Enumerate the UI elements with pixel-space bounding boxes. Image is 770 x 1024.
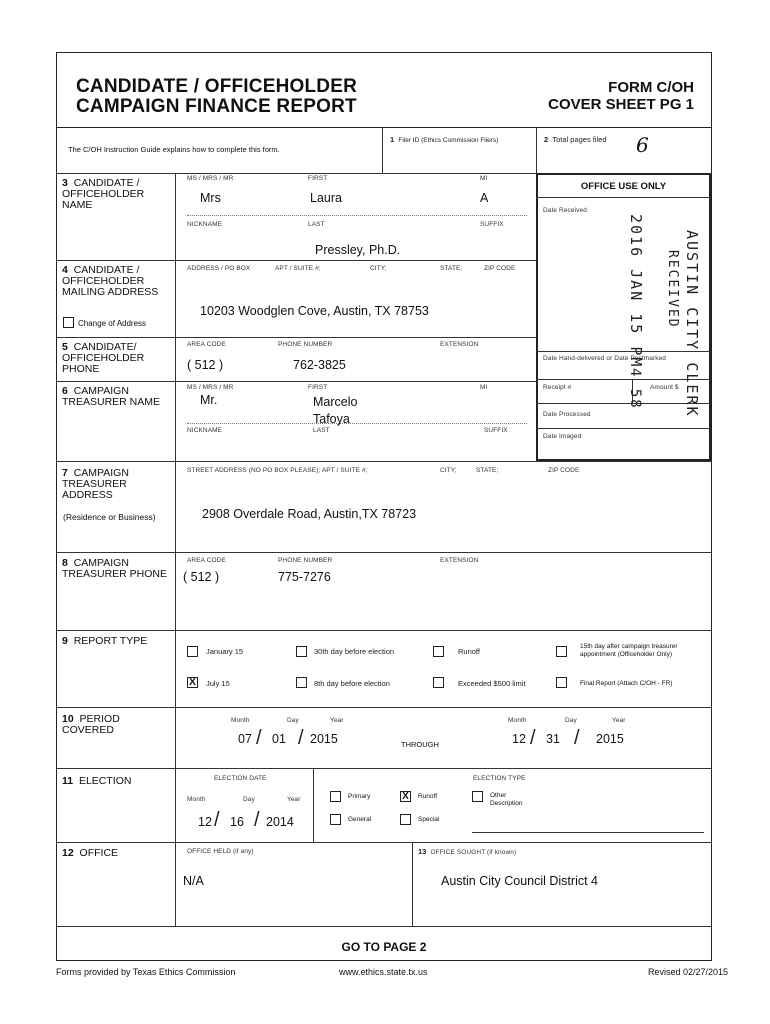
candidate-last-name-field[interactable]: Pressley, Ph.D. [315,243,401,257]
stamp-office: AUSTIN CITY CLERK [683,230,701,418]
other-description-label: Other Description [490,792,523,807]
treasurer-prefix-field[interactable]: Mr. [200,393,218,407]
form-number: FORM C/OH [608,79,694,96]
row-divider [56,707,712,708]
office-held-label: OFFICE HELD (if any) [187,848,254,855]
office-use-title: OFFICE USE ONLY [580,181,667,192]
label-column-divider [175,173,176,926]
footer-provider: Forms provided by Texas Ethics Commission [56,967,236,977]
candidate-area-code-field[interactable]: ( 512 ) [187,358,224,372]
section-7-sublabel: (Residence or Business) [63,512,156,522]
january-15-label: January 15 [206,647,244,656]
field-line [187,215,527,216]
15th-day-label: 15th day after campaign treasurer appointment (Officeholder Only) [580,643,678,658]
section-7-number: 7 [62,467,68,479]
period-to-month[interactable]: 12 [512,732,526,746]
section-7-label: CAMPAIGN TREASURER ADDRESS [62,467,129,501]
through-label: THROUGH [401,740,439,749]
zip-label: ZIP CODE [484,265,516,272]
month-label: Month [231,717,250,724]
final-report-checkbox[interactable] [556,677,567,688]
treasurer-phone-field[interactable]: 775-7276 [278,570,331,584]
city-label: CITY; [370,265,387,272]
area-code-label: AREA CODE [187,557,226,564]
row-divider [56,461,712,462]
candidate-mi-field[interactable]: A [480,191,489,205]
july-15-checkbox[interactable]: X [187,677,198,688]
8th-day-label: 8th day before election [314,679,390,688]
city-label: CITY; [440,467,457,474]
office-use-divider [536,197,711,198]
row-divider [56,842,712,843]
other-description-line [472,832,704,833]
other-checkbox[interactable] [472,791,483,802]
total-pages-label: Total pages filed [552,135,607,144]
office-held-field[interactable]: N/A [183,874,204,888]
filer-id-label: Filer ID (Ethics Commission Filers) [398,137,499,144]
candidate-address-field[interactable]: 10203 Woodglen Cove, Austin, TX 78753 [200,304,429,318]
date-imaged-label: Date Imaged [543,433,582,440]
first-label: FIRST [308,384,328,391]
primary-checkbox[interactable] [330,791,341,802]
prefix-label: MS / MRS / MR [187,384,234,391]
period-from-year[interactable]: 2015 [310,732,338,746]
july-15-label: July 15 [206,679,230,688]
total-pages-value[interactable]: 6 [636,133,649,157]
zip-label: ZIP CODE [548,467,580,474]
nickname-label: NICKNAME [187,427,223,434]
section-3-label: CANDIDATE / OFFICEHOLDER NAME [62,177,145,211]
section-10-number: 10 [62,713,74,725]
candidate-phone-field[interactable]: 762-3825 [293,358,346,372]
election-date-label: ELECTION DATE [214,775,267,782]
go-to-page-2: GO TO PAGE 2 [341,940,427,954]
extension-label: EXTENSION [440,341,479,348]
col-divider [313,768,314,842]
suffix-label: SUFFIX [484,427,508,434]
section-11-label: ELECTION [78,775,132,787]
section-10-label: PERIOD COVERED [62,713,120,736]
amount-label: Amount $ [650,384,679,391]
period-to-year[interactable]: 2015 [596,732,624,746]
footer-website: www.ethics.state.tx.us [339,967,428,977]
mi-label: MI [480,175,488,182]
runoff-election-label: Runoff [418,793,438,800]
primary-label: Primary [348,793,371,800]
stamp-date: 2016 JAN 15 PM [627,214,645,369]
field-line [187,423,527,424]
first-label: FIRST [308,175,328,182]
street-label: STREET ADDRESS (NO PO BOX PLEASE); APT / SUITE #; [187,467,368,474]
section-13-number: 13 [418,847,427,856]
header-divider [56,127,712,128]
row-divider [56,630,712,631]
section-6-number: 6 [62,385,68,397]
section-5-number: 5 [62,341,68,353]
section-11-number: 11 [62,775,74,787]
row-divider [56,337,536,338]
treasurer-first-name-field[interactable]: Marcelo [313,395,358,409]
filer-id-number: 1 [390,135,395,144]
month-label: Month [187,796,206,803]
section-12-label: OFFICE [79,847,119,859]
election-year-field[interactable]: 2014 [266,815,294,829]
january-15-checkbox[interactable] [187,646,198,657]
total-pages-number: 2 [544,135,549,144]
last-label: LAST [313,427,330,434]
footer-revised: Revised 02/27/2015 [647,967,728,977]
nickname-label: NICKNAME [187,221,223,228]
election-month-field[interactable]: 12 [198,815,212,829]
30th-day-checkbox[interactable] [296,646,307,657]
row-divider [56,260,536,261]
row-divider [56,768,712,769]
period-from-month[interactable]: 07 [238,732,252,746]
general-checkbox[interactable] [330,814,341,825]
prefix-label: MS / MRS / MR [187,175,234,182]
extension-label: EXTENSION [440,557,479,564]
row-divider [56,552,712,553]
hand-delivered-label: Date Hand-delivered or Date Postmarked [543,355,667,362]
office-use-divider [536,428,711,429]
exceeded-limit-label: Exceeded $500 limit [458,679,526,688]
receipt-label: Receipt # [543,384,572,391]
treasurer-address-field[interactable]: 2908 Overdale Road, Austin,TX 78723 [202,507,417,521]
apt-label: APT / SUITE #; [275,265,321,272]
address-label: ADDRESS / PO BOX [187,265,251,272]
area-code-label: AREA CODE [187,341,226,348]
section-5-label: CANDIDATE/ OFFICEHOLDER PHONE [62,341,145,375]
change-of-address-checkbox[interactable] [63,317,74,328]
election-day-field[interactable]: 16 [230,815,244,829]
year-label: Year [330,717,344,724]
row-divider [56,381,536,382]
final-report-label: Final Report (Attach C/OH - FR) [580,680,673,687]
15th-day-checkbox[interactable] [556,646,567,657]
date-processed-label: Date Processed [543,411,591,418]
day-label: Day [287,717,299,724]
last-label: LAST [308,221,325,228]
form-title-line2: CAMPAIGN FINANCE REPORT [76,96,357,117]
candidate-first-name-field[interactable]: Laura [310,191,342,205]
office-sought-label: OFFICE SOUGHT (if known) [430,849,517,856]
section-8-label: CAMPAIGN TREASURER PHONE [62,557,168,580]
state-label: STATE; [440,265,463,272]
section-12-number: 12 [62,847,74,859]
section-9-number: 9 [62,635,68,647]
day-label: Day [565,717,577,724]
special-label: Special [418,816,440,823]
row-divider [56,926,712,927]
phone-number-label: PHONE NUMBER [278,557,333,564]
form-title-line1: CANDIDATE / OFFICEHOLDER [76,76,357,97]
col-divider [412,842,413,926]
treasurer-area-code-field[interactable]: ( 512 ) [183,570,220,584]
period-from-day[interactable]: 01 [272,732,286,746]
exceeded-limit-checkbox[interactable] [433,677,444,688]
stamp-received: RECEIVED [665,250,680,329]
30th-day-label: 30th day before election [314,647,395,656]
year-label: Year [612,717,626,724]
general-label: General [348,816,372,823]
section-6-label: CAMPAIGN TREASURER NAME [62,385,161,408]
special-checkbox[interactable] [400,814,411,825]
section-4-number: 4 [62,264,68,276]
stamp-time: 4 58 [627,368,643,410]
election-type-label: ELECTION TYPE [473,775,526,782]
date-received-label: Date Received [543,207,587,214]
month-label: Month [508,717,527,724]
state-label: STATE; [476,467,499,474]
suffix-label: SUFFIX [480,221,504,228]
col-divider [536,127,537,173]
treasurer-last-name-field[interactable]: Tafoya [313,412,350,426]
section-3-number: 3 [62,177,68,189]
instructions-text: The C/OH Instruction Guide explains how to complete this form. [68,145,280,154]
col-divider [382,127,383,173]
phone-number-label: PHONE NUMBER [278,341,333,348]
runoff-election-checkbox[interactable]: X [400,791,411,802]
period-to-day[interactable]: 31 [546,732,560,746]
runoff-checkbox[interactable] [433,646,444,657]
candidate-prefix-field[interactable]: Mrs [200,191,221,205]
section-8-number: 8 [62,557,68,569]
day-label: Day [243,796,255,803]
8th-day-checkbox[interactable] [296,677,307,688]
section-9-label: REPORT TYPE [73,635,148,647]
office-sought-field[interactable]: Austin City Council District 4 [441,874,598,888]
section-4-label: CANDIDATE / OFFICEHOLDER MAILING ADDRESS [62,264,159,298]
year-label: Year [287,796,301,803]
runoff-label: Runoff [458,647,480,656]
change-of-address-label: Change of Address [78,319,147,328]
mi-label: MI [480,384,488,391]
form-page-label: COVER SHEET PG 1 [548,96,694,113]
